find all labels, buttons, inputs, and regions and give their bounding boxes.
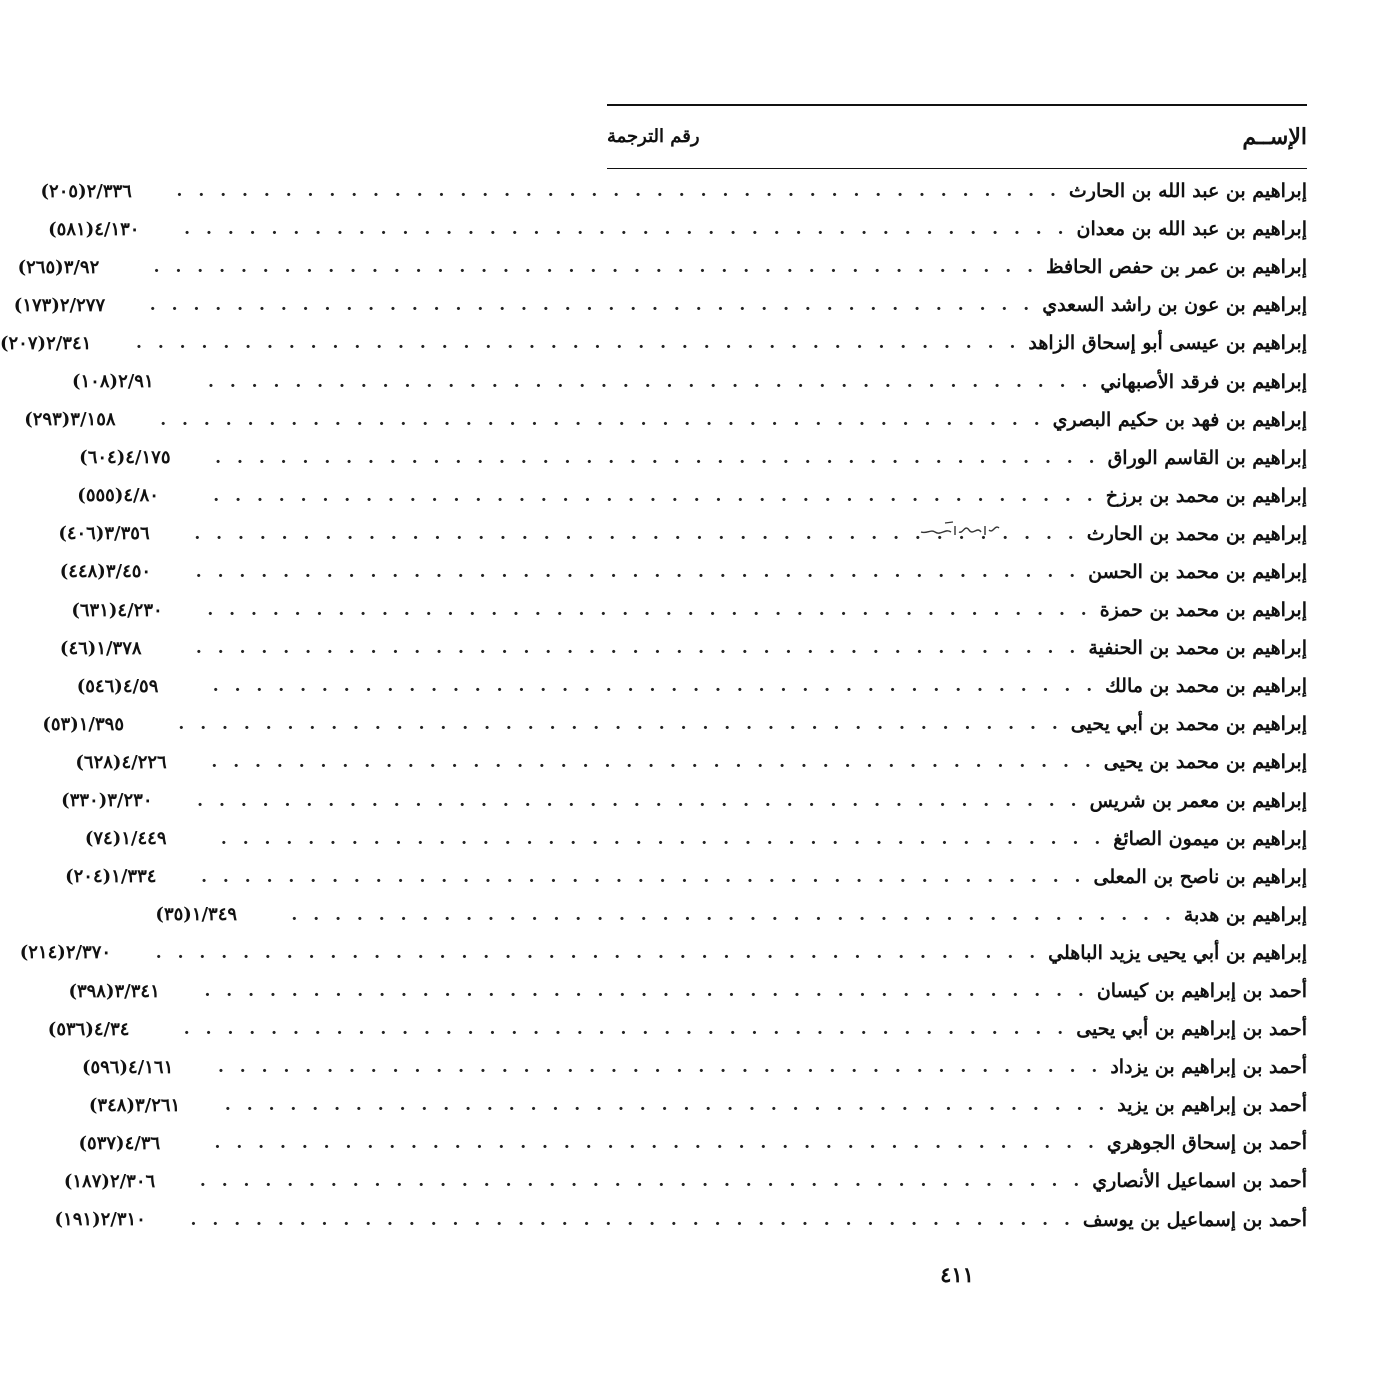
entry-reference: ٤/١٧٥(٦٠٤) <box>79 447 171 469</box>
number-column-heading: رقم الترجمة <box>607 126 700 147</box>
entry-name: أحمد بن إسحاق الجوهري <box>1106 1132 1307 1155</box>
leader-dots: . . . . . . . . . . . . . . . . . . . . . . . . . . . . . . . . . . . . . . . . . <box>155 942 1041 963</box>
leader-dots: . . . . . . . . . . . . . . . . . . . . . . . . . . . . . . . . . . . . . . . . . <box>207 600 1092 621</box>
index-entry <box>59 629 1307 667</box>
entry-reference: ٤/٣٦(٥٣٧) <box>78 1132 161 1154</box>
entry-name: أحمد بن إبراهيم بن يزداد <box>1110 1056 1307 1079</box>
entry-reference: ٣/٣٥٦(٤٠٦) <box>58 523 150 545</box>
name-column-heading: الإســم <box>1242 124 1307 150</box>
index-entry <box>47 1010 1307 1048</box>
entry-name: إبراهيم بن ناصح بن المعلى <box>1093 865 1307 888</box>
entry-name: أحمد بن اسماعيل الأنصاري <box>1092 1170 1307 1193</box>
leader-dots: . . . . . . . . . . . . . . . . . . . . . . . . . . . . . . . . . . . . . . . . . <box>190 1209 1075 1230</box>
leader-dots: . . . . . . . . . . . . . . . . . . . . . . . . . . . . . . . . . . . . . . . . . <box>220 828 1106 849</box>
entry-reference: ٤/٣٤(٥٣٦) <box>47 1018 130 1040</box>
entry-name: إبراهيم بن ميمون الصائغ <box>1113 827 1307 850</box>
entry-name: إبراهيم بن محمد بن حمزة <box>1099 599 1307 622</box>
entry-name: إبراهيم بن عيسى أبو إسحاق الزاهد <box>1028 332 1307 355</box>
entry-reference: ٤/٢٢٦(٦٢٨) <box>75 751 167 773</box>
index-entry <box>61 782 1307 820</box>
index-entry <box>17 248 1307 286</box>
index-entry <box>84 820 1307 858</box>
table-header <box>607 124 1307 154</box>
entry-name: إبراهيم بن هدبة <box>1183 903 1307 926</box>
leader-dots: . . . . . . . . . . . . . . . . . . . . . . . . . . . . . . . . . . . . . . . . . <box>135 333 1021 354</box>
entry-reference: ٤/٨٠(٥٥٥) <box>77 485 159 507</box>
index-entry <box>63 1162 1307 1200</box>
leader-dots: . . . . . . . . . . . . . . . . . . . . . . . . . . . . . . . . . . . . . . . . . <box>176 181 1061 202</box>
leader-dots: . . . . . . . . . . . . . . . . . . . . . . . . . . . . . . . . . . . . . . . . . <box>215 447 1100 468</box>
entry-reference: ٣/٢٦١(٣٤٨) <box>88 1094 181 1116</box>
index-entry <box>54 1201 1307 1239</box>
index-entry <box>13 286 1307 324</box>
entry-reference: ٢/٢٧٧(١٧٣) <box>13 294 106 316</box>
entry-name: إبراهيم بن محمد بن الحسن <box>1088 560 1307 583</box>
entry-name: إبراهيم بن عبد الله بن الحارث <box>1068 180 1307 203</box>
leader-dots: . . . . . . . . . . . . . . . . . . . . . . . . . . . . . . . . . . . . . . . . . <box>201 866 1086 887</box>
entry-name: إبراهيم بن عمر بن حفص الحافظ <box>1046 256 1307 279</box>
leader-dots: . . . . . . . . . . . . . . . . . . . . . . . . . . . . . . . . . . . . . . . . . <box>197 790 1082 811</box>
page-number: ٤١١ <box>940 1262 974 1287</box>
index-entry <box>59 553 1307 591</box>
entry-name: أحمد بن إسماعيل بن يوسف <box>1082 1208 1307 1231</box>
entry-reference: ٤/١٦١(٥٩٦) <box>81 1056 174 1078</box>
entry-reference: ٤/٢٣٠(٦٣١) <box>71 599 163 621</box>
entry-name: إبراهيم بن عون بن راشد السعدي <box>1042 294 1307 317</box>
leader-dots: . . . . . . . . . . . . . . . . . . . . . . . . . . . . . . . . . . . . . . . . . <box>212 676 1098 697</box>
index-entry <box>68 972 1307 1010</box>
leader-dots: . . . . . . . . . . . . . . . . . . . . . . . . . . . . . . . . . . . . . . . . . <box>204 981 1089 1002</box>
leader-dots: . . . . . . . . . . . . . . . . . . . . . . . . . . . . . . . . . . . . . . . . . <box>213 485 1098 506</box>
entry-name: إبراهيم بن أبي يحيى يزيد الباهلي <box>1048 941 1307 964</box>
leader-dots: . . . . . . . . . . . . . . . . . . . . . . . . . . . . . . . . . . . . . . . . . <box>211 752 1096 773</box>
leader-dots: . . . . . . . . . . . . . . . . . . . . . . . . . . . . . . . . . . . . . . . . . <box>195 638 1081 659</box>
handwritten-annotation <box>915 520 1003 540</box>
leader-dots: . . . . . . . . . . . . . . . . . . . . . . . . . . . . . . . . . . . . . . . . . <box>224 1095 1110 1116</box>
entry-reference: ٢/٩١(١٠٨) <box>71 371 154 393</box>
entry-reference: ٣/١٥٨(٢٩٣) <box>24 409 116 431</box>
entry-name: إبراهيم بن فرقد الأصبهاني <box>1100 370 1307 393</box>
entry-reference: ٤/١٣٠(٥٨١) <box>48 218 140 240</box>
leader-dots: . . . . . . . . . . . . . . . . . . . . . . . . . . . . . . . . . . . . . . . . . <box>153 257 1039 278</box>
index-page <box>0 104 1307 1287</box>
entry-name: إبراهيم بن معمر بن شريس <box>1089 789 1307 812</box>
index-entry <box>19 934 1307 972</box>
index-entry <box>40 172 1307 210</box>
leader-dots: . . . . . . . . . . . . . . . . . . . . . . . . . . . . . . . . . . . . . . . . . <box>207 371 1093 392</box>
leader-dots: . . . . . . . . . . . . . . . . . . . . . . . . . . . . . . . . . . . . . . . . . <box>178 714 1063 735</box>
index-list <box>0 172 1307 1239</box>
entry-name: أحمد بن إبراهيم بن كيسان <box>1096 980 1307 1003</box>
index-entry <box>0 324 1307 362</box>
leader-dots: . . . . . . . . . . . . . . . . . . . . . . . . . . . . . . . . . . . . . . . . . <box>291 904 1176 925</box>
entry-reference: ١/٣٣٤(٢٠٤) <box>65 866 157 888</box>
entry-reference: ٣/٩٢(٢٦٥) <box>17 256 100 278</box>
index-entry <box>75 743 1307 781</box>
entry-reference: ٢/٣٤١(٢٠٧) <box>0 332 92 354</box>
leader-dots: . . . . . . . . . . . . . . . . . . . . . . . . . . . . . . . . . . . . . . . . . <box>194 523 1079 544</box>
entry-name: إبراهيم بن محمد بن أبي يحيى <box>1070 713 1307 736</box>
entry-name: إبراهيم بن محمد بن الحنفية <box>1088 637 1307 660</box>
entry-name: إبراهيم بن عبد الله بن معدان <box>1076 218 1307 241</box>
leader-dots: . . . . . . . . . . . . . . . . . . . . . . . . . . . . . . . . . . . . . . . . . <box>214 1133 1099 1154</box>
entry-reference: ٣/٣٤١(٣٩٨) <box>68 980 160 1002</box>
entry-name: إبراهيم بن القاسم الوراق <box>1107 446 1307 469</box>
entry-name: أحمد بن إبراهيم بن يزيد <box>1117 1094 1307 1117</box>
index-entry <box>78 1124 1307 1162</box>
entry-reference: ٢/٣٧٠(٢١٤) <box>19 942 112 964</box>
entry-reference: ١/٣٤٩(٣٥) <box>155 904 238 926</box>
entry-reference: ٢/٣٠٦(١٨٧) <box>63 1170 156 1192</box>
entry-reference: ٣/٤٥٠(٤٤٨) <box>59 561 152 583</box>
entry-name: إبراهيم بن محمد بن برزخ <box>1105 484 1307 507</box>
index-entry <box>76 667 1307 705</box>
leader-dots: . . . . . . . . . . . . . . . . . . . . . . . . . . . . . . . . . . . . . . . . . <box>184 219 1069 240</box>
index-entry <box>71 591 1307 629</box>
leader-dots: . . . . . . . . . . . . . . . . . . . . . . . . . . . . . . . . . . . . . . . . . <box>160 409 1045 430</box>
index-entry <box>65 858 1307 896</box>
index-entry <box>42 705 1307 743</box>
entry-name: إبراهيم بن محمد بن مالك <box>1105 675 1307 698</box>
leader-dots: . . . . . . . . . . . . . . . . . . . . . . . . . . . . . . . . . . . . . . . . . <box>199 1171 1085 1192</box>
entry-reference: ٣/٢٣٠(٣٣٠) <box>61 790 153 812</box>
index-entry <box>81 1048 1307 1086</box>
leader-dots: . . . . . . . . . . . . . . . . . . . . . . . . . . . . . . . . . . . . . . . . . <box>217 1057 1103 1078</box>
entry-name: أحمد بن إبراهيم بن أبي يحيى <box>1076 1018 1307 1041</box>
entry-name: إبراهيم بن فهد بن حكيم البصري <box>1052 408 1307 431</box>
index-entry <box>71 362 1307 400</box>
entry-name: إبراهيم بن محمد بن يحيى <box>1103 751 1307 774</box>
leader-dots: . . . . . . . . . . . . . . . . . . . . . . . . . . . . . . . . . . . . . . . . . <box>195 561 1081 582</box>
entry-reference: ٢/٣١٠(١٩١) <box>54 1209 146 1231</box>
index-entry <box>155 896 1307 934</box>
index-entry <box>24 401 1307 439</box>
index-entry <box>48 210 1307 248</box>
entry-reference: ٤/٥٩(٥٤٦) <box>76 675 159 697</box>
index-entry <box>88 1086 1307 1124</box>
index-entry <box>77 477 1307 515</box>
leader-dots: . . . . . . . . . . . . . . . . . . . . . . . . . . . . . . . . . . . . . . . . . <box>149 295 1035 316</box>
header-rule <box>607 168 1307 169</box>
top-rule <box>607 104 1307 106</box>
entry-name: إبراهيم بن محمد بن الحارث <box>1086 522 1307 545</box>
entry-reference: ١/٣٩٥(٥٣) <box>42 713 125 735</box>
index-entry <box>79 439 1307 477</box>
leader-dots: . . . . . . . . . . . . . . . . . . . . . . . . . . . . . . . . . . . . . . . . . <box>183 1019 1069 1040</box>
entry-reference: ٢/٣٣٦(٢٠٥) <box>40 180 132 202</box>
entry-reference: ١/٤٤٩(٧٤) <box>84 828 167 850</box>
entry-reference: ١/٣٧٨(٤٦) <box>59 637 142 659</box>
